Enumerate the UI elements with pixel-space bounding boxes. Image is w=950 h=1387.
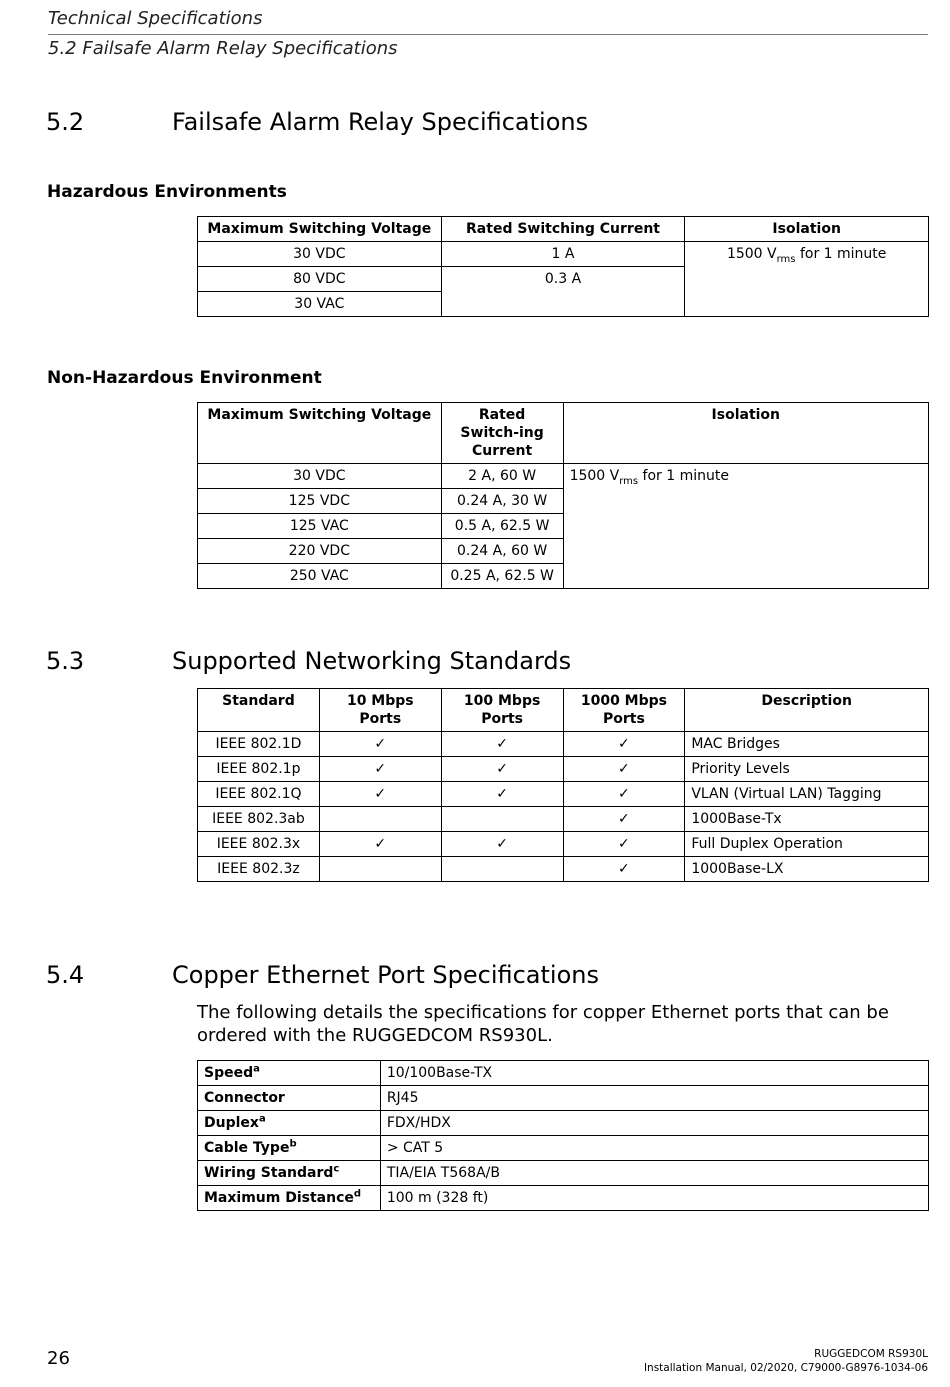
table-row [198,1136,929,1161]
checkmark-icon: ✓ [563,832,685,857]
checkmark-icon: ✓ [563,807,685,832]
column-header: 1000 Mbps Ports [563,689,685,732]
table-row [198,242,929,267]
checkmark-icon: ✓ [319,832,441,857]
table-header-row [198,217,929,242]
standard-cell: IEEE 802.3ab [198,807,320,832]
spec-label-cell [198,1186,381,1211]
spec-label: Connector [204,1090,285,1106]
isolation-subscript: rms [776,253,796,265]
description-cell: Priority Levels [685,757,929,782]
spec-label-cell [198,1136,381,1161]
footer-manual-info: Installation Manual, 02/2020, C79000-G8976-1034-06 [643,1362,928,1374]
checkmark-icon: ✓ [441,732,563,757]
description-cell: VLAN (Virtual LAN) Tagging [685,782,929,807]
standard-cell: IEEE 802.3z [198,857,320,882]
isolation-subscript: rms [619,475,639,487]
current-cell: 0.3 A [441,267,685,317]
section-title: Supported Networking Standards [172,647,572,675]
current-cell: 0.24 A, 60 W [441,539,563,564]
section-number: 5.3 [46,647,85,675]
section-number: 5.4 [46,961,85,989]
standard-cell: IEEE 802.1Q [198,782,320,807]
table-row [198,807,929,832]
column-header: Description [685,689,929,732]
running-header-section: 5.2 Failsafe Alarm Relay Specifications [48,38,398,59]
checkmark-icon: ✓ [319,757,441,782]
spec-value-cell: RJ45 [380,1086,928,1111]
table-row [198,1161,929,1186]
current-cell: 0.24 A, 30 W [441,489,563,514]
isolation-value: 1500 V [726,246,777,262]
footer-product: RUGGEDCOM RS930L [814,1348,928,1360]
column-header: Maximum Switching Voltage [198,217,442,242]
column-header: Isolation [563,403,928,464]
table-row [198,1186,929,1211]
standard-cell: IEEE 802.1p [198,757,320,782]
description-cell: 1000Base-LX [685,857,929,882]
column-header: 10 Mbps Ports [319,689,441,732]
header-divider [48,34,928,35]
voltage-cell: 125 VAC [198,514,442,539]
running-header-chapter: Technical Specifications [48,8,263,29]
section-title: Copper Ethernet Port Specifications [172,961,599,989]
networking-standards-table [197,688,929,882]
footer-doc-info [644,1347,928,1375]
section-number: 5.2 [46,108,85,136]
current-cell: 0.25 A, 62.5 W [441,564,563,589]
spec-label-cell [198,1111,381,1136]
isolation-duration: for 1 minute [795,246,887,262]
voltage-cell: 30 VDC [198,242,442,267]
empty-cell [441,807,563,832]
table-row [198,1061,929,1086]
nonhazardous-table [197,402,929,589]
running-header [48,8,928,60]
current-cell: 0.5 A, 62.5 W [441,514,563,539]
footnote-marker: c [333,1163,340,1175]
spec-label-cell [198,1061,381,1086]
table-row [198,857,929,882]
table-header-row [198,689,929,732]
checkmark-icon: ✓ [563,732,685,757]
column-header: Isolation [685,217,929,242]
spec-value-cell: > CAT 5 [380,1136,928,1161]
column-header: Rated Switching Current [441,217,685,242]
table-row [198,732,929,757]
empty-cell [319,807,441,832]
description-cell: Full Duplex Operation [685,832,929,857]
footnote-marker: d [353,1188,362,1200]
spec-value-cell: TIA/EIA T568A/B [380,1161,928,1186]
isolation-value: 1500 V [569,468,620,484]
checkmark-icon: ✓ [563,757,685,782]
spec-label-cell [198,1161,381,1186]
standard-cell: IEEE 802.1D [198,732,320,757]
copper-ethernet-table [197,1060,929,1211]
hazardous-table [197,216,929,317]
section-intro-paragraph: The following details the specifications for copper Ethernet ports that can be ordered with the RUGGEDCOM RS930L. [197,1002,889,1046]
voltage-cell: 30 VAC [198,292,442,317]
current-cell: 2 A, 60 W [441,464,563,489]
current-cell: 1 A [441,242,685,267]
standard-cell: IEEE 802.3x [198,832,320,857]
spec-value-cell: FDX/HDX [380,1111,928,1136]
checkmark-icon: ✓ [441,832,563,857]
spec-label: Speed [204,1065,254,1081]
table-row [198,1086,929,1111]
table-row [198,782,929,807]
checkmark-icon: ✓ [563,782,685,807]
spec-label: Duplex [204,1115,259,1131]
column-header: Standard [198,689,320,732]
column-header: 100 Mbps Ports [441,689,563,732]
isolation-duration: for 1 minute [638,468,729,484]
isolation-cell [685,242,929,317]
description-cell: MAC Bridges [685,732,929,757]
voltage-cell: 125 VDC [198,489,442,514]
voltage-cell: 220 VDC [198,539,442,564]
table-row [198,1111,929,1136]
isolation-cell [563,464,928,589]
hazardous-heading: Hazardous Environments [47,182,287,202]
checkmark-icon: ✓ [441,757,563,782]
empty-cell [319,857,441,882]
page-number: 26 [47,1348,70,1369]
table-row [198,757,929,782]
table-row [198,832,929,857]
voltage-cell: 250 VAC [198,564,442,589]
spec-label: Maximum Distance [204,1190,354,1206]
spec-label-cell [198,1086,381,1111]
column-header: Rated Switch-ing Current [441,403,563,464]
checkmark-icon: ✓ [441,782,563,807]
nonhazardous-heading: Non-Hazardous Environment [47,368,322,388]
spec-value-cell: 100 m (328 ft) [380,1186,928,1211]
voltage-cell: 80 VDC [198,267,442,292]
section-title: Failsafe Alarm Relay Specifications [172,108,589,136]
checkmark-icon: ✓ [563,857,685,882]
spec-label: Cable Type [204,1140,290,1156]
table-row [198,464,929,489]
column-header: Maximum Switching Voltage [198,403,442,464]
checkmark-icon: ✓ [319,732,441,757]
footnote-marker: a [253,1063,260,1075]
checkmark-icon: ✓ [319,782,441,807]
footnote-marker: b [289,1138,297,1150]
voltage-cell: 30 VDC [198,464,442,489]
description-cell: 1000Base-Tx [685,807,929,832]
footnote-marker: a [258,1113,266,1125]
empty-cell [441,857,563,882]
spec-value-cell: 10/100Base-TX [380,1061,928,1086]
spec-label: Wiring Standard [204,1165,334,1181]
table-header-row [198,403,929,464]
